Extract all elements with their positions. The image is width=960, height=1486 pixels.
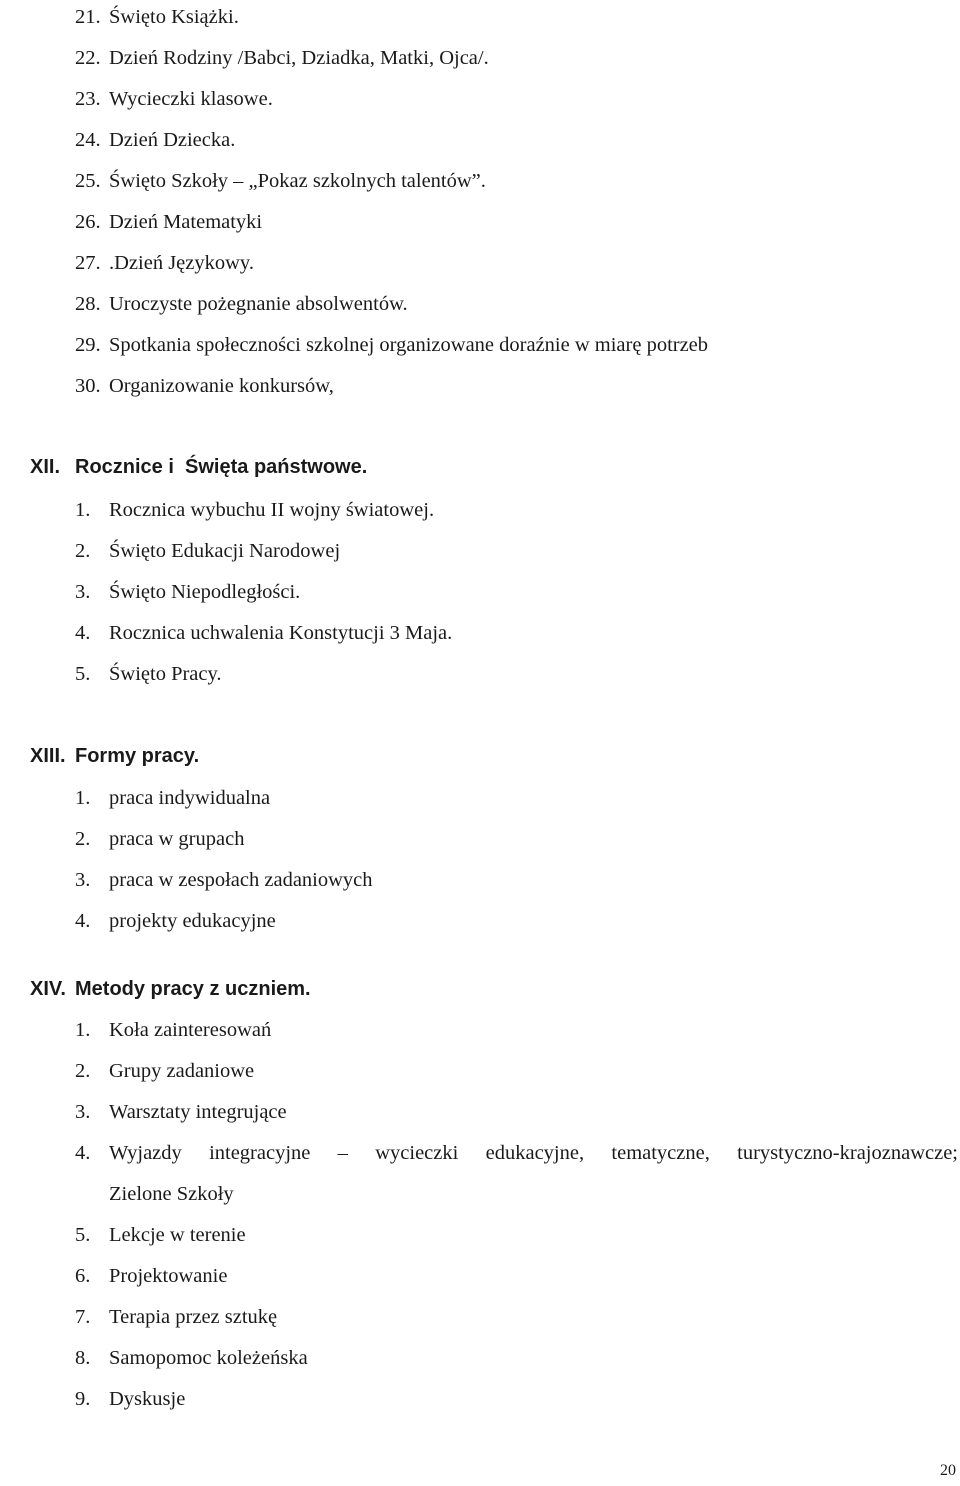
item-number: 2. (75, 828, 91, 850)
item-number: 5. (75, 663, 91, 685)
item-number: 1. (75, 499, 91, 521)
item-number: 29. (75, 334, 101, 356)
item-number: 27. (75, 252, 101, 274)
item-number: 22. (75, 47, 101, 69)
item-text: Święto Pracy. (109, 663, 222, 685)
item-text: Samopomoc koleżeńska (109, 1347, 308, 1369)
item-text: Uroczyste pożegnanie absolwentów. (109, 293, 408, 315)
page-number: 20 (940, 1462, 956, 1479)
item-number: 3. (75, 869, 91, 891)
item-text: Święto Niepodległości. (109, 581, 301, 603)
item-text-continuation: Zielone Szkoły (109, 1183, 234, 1205)
item-text: Dyskusje (109, 1388, 186, 1410)
item-text: Terapia przez sztukę (109, 1306, 278, 1328)
item-number: 5. (75, 1224, 91, 1246)
section-title: Rocznice i Święta państwowe. (75, 456, 368, 478)
section-title: Metody pracy z uczniem. (75, 978, 311, 1000)
item-number: 24. (75, 129, 101, 151)
item-text: Dzień Matematyki (109, 211, 263, 233)
item-number: 3. (75, 581, 91, 603)
item-number: 7. (75, 1306, 91, 1328)
item-number: 1. (75, 787, 91, 809)
item-text: Wyjazdy integracyjne – wycieczki edukacyjne, tematyczne, turystyczno-krajoznawcze; (109, 1142, 958, 1164)
section-numeral: XIII. (30, 745, 66, 767)
item-text: Spotkania społeczności szkolnej organizowane doraźnie w miarę potrzeb (109, 334, 709, 356)
item-number: 4. (75, 622, 91, 644)
item-text: Dzień Rodziny /Babci, Dziadka, Matki, Ojca/. (109, 47, 489, 69)
item-number: 21. (75, 6, 101, 28)
item-number: 6. (75, 1265, 91, 1287)
item-text: Święto Szkoły – „Pokaz szkolnych talentów”. (109, 170, 486, 192)
item-number: 1. (75, 1019, 91, 1041)
item-text: projekty edukacyjne (109, 910, 276, 932)
item-number: 2. (75, 540, 91, 562)
section-title: Formy pracy. (75, 745, 200, 767)
item-text: praca w zespołach zadaniowych (109, 869, 373, 891)
item-number: 8. (75, 1347, 91, 1369)
item-text: .Dzień Językowy. (109, 252, 254, 274)
item-text: Dzień Dziecka. (109, 129, 236, 151)
item-text: Rocznica wybuchu II wojny światowej. (109, 499, 435, 521)
item-number: 28. (75, 293, 101, 315)
item-number: 3. (75, 1101, 91, 1123)
item-text: Święto Książki. (109, 6, 239, 28)
section-numeral: XII. (30, 456, 61, 478)
item-number: 30. (75, 375, 101, 397)
item-text: praca w grupach (109, 828, 245, 850)
item-text: Koła zainteresowań (109, 1019, 272, 1041)
section-numeral: XIV. (30, 978, 66, 1000)
item-number: 26. (75, 211, 101, 233)
item-text: Święto Edukacji Narodowej (109, 540, 341, 562)
item-number: 2. (75, 1060, 91, 1082)
item-number: 25. (75, 170, 101, 192)
item-number: 23. (75, 88, 101, 110)
item-text: Wycieczki klasowe. (109, 88, 273, 110)
item-text: Rocznica uchwalenia Konstytucji 3 Maja. (109, 622, 453, 644)
item-number: 4. (75, 910, 91, 932)
item-text: praca indywidualna (109, 787, 271, 809)
item-text: Lekcje w terenie (109, 1224, 246, 1246)
item-number: 4. (75, 1142, 91, 1164)
item-text: Organizowanie konkursów, (109, 375, 334, 397)
item-text: Grupy zadaniowe (109, 1060, 255, 1082)
item-text: Projektowanie (109, 1265, 228, 1287)
item-number: 9. (75, 1388, 91, 1410)
item-text: Warsztaty integrujące (109, 1101, 287, 1123)
